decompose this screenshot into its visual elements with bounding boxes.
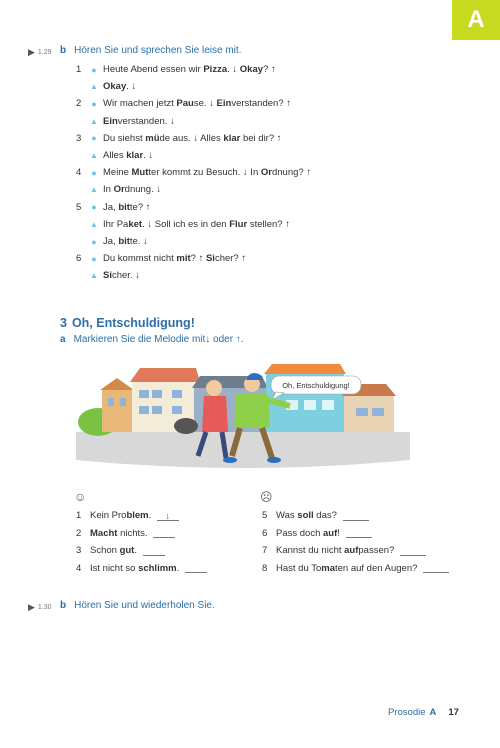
cap	[246, 373, 262, 380]
exercise-a-heading	[60, 334, 244, 345]
roof	[130, 368, 200, 382]
page-number: 17	[448, 707, 459, 718]
down-arrow-icon: ↓	[209, 98, 214, 110]
answer-blank[interactable]: ↓	[157, 511, 179, 521]
exercise-letter: b	[60, 600, 67, 611]
up-arrow-icon: ↑	[270, 64, 276, 75]
text-segment: In	[103, 184, 114, 196]
speaker-b-icon: ▲	[90, 151, 98, 160]
down-arrow-icon: ↓	[143, 236, 148, 247]
dialogue-line	[76, 219, 290, 230]
text-segment: Alles	[103, 150, 127, 161]
phrase-item	[76, 563, 207, 574]
item-number: 5	[76, 201, 82, 213]
up-arrow-icon: ↑	[198, 253, 204, 265]
house-right	[344, 396, 394, 432]
section-number: 3	[60, 316, 67, 330]
dialogue-line	[76, 150, 153, 161]
woman-head	[206, 380, 222, 396]
text-segment: Ist nicht so	[90, 562, 139, 574]
text-segment: Was	[276, 510, 298, 521]
happy-face-icon: ☺	[74, 490, 87, 504]
text-segment: nichts.	[117, 527, 151, 539]
text-segment: Kein Pro	[90, 510, 127, 521]
instruction-post: .	[240, 334, 244, 345]
track-number: 1.30	[37, 604, 52, 611]
text-segment: verstanden.	[117, 115, 171, 127]
stressed-syllable: bit	[118, 201, 130, 213]
stressed-syllable: blem	[126, 510, 149, 521]
speaker-a-icon: ●	[91, 236, 97, 247]
phrase-item	[76, 545, 165, 556]
stressed-syllable: Or	[113, 184, 125, 196]
item-number: 6	[262, 527, 268, 539]
dialogue-line	[76, 167, 311, 178]
footer-label: Prosodie	[388, 707, 426, 718]
exercise-instruction: Hören Sie und sprechen Sie leise mit.	[74, 45, 242, 56]
down-arrow-icon: ↓	[148, 150, 154, 161]
item-number: 4	[76, 167, 82, 179]
text-segment: te.	[129, 236, 144, 247]
up-arrow-icon: ↑	[235, 334, 241, 345]
down-arrow-icon: ↓	[135, 270, 140, 282]
text-segment: !	[337, 527, 343, 539]
track-number: 1.29	[37, 49, 52, 56]
text-segment: Heute Abend essen wir	[103, 64, 204, 75]
stressed-syllable: gut	[119, 545, 135, 556]
text-segment: ?	[263, 64, 271, 75]
speaker-a-icon: ●	[91, 253, 97, 264]
speech-bubble-text: Oh, Entschuldigung!	[282, 381, 350, 390]
stressed-syllable: mü	[145, 132, 160, 144]
section-heading: Oh, Entschuldigung!	[71, 316, 195, 330]
stressed-syllable: ket	[128, 218, 143, 230]
stressed-syllable: mit	[176, 253, 191, 265]
text-segment: Wir machen jetzt	[103, 98, 177, 110]
text-segment: Hast du To	[276, 562, 322, 574]
answer-blank[interactable]	[153, 528, 175, 538]
dialogue-line	[76, 98, 291, 109]
answer-blank[interactable]	[143, 546, 165, 556]
speaker-a-icon: ●	[91, 202, 97, 213]
dialogue-line	[76, 81, 136, 92]
text-segment: dnung?	[271, 167, 307, 179]
dialogue-line	[76, 133, 282, 144]
stressed-syllable: bit	[118, 236, 130, 247]
item-number: 3	[76, 132, 82, 144]
text-segment: stellen?	[247, 218, 286, 230]
speaker-a-icon: ●	[91, 98, 97, 109]
text-segment: .	[148, 510, 154, 521]
phrase-item	[76, 528, 175, 539]
answer-blank[interactable]	[400, 546, 426, 556]
text-segment: Meine	[103, 167, 132, 179]
dialogue-line	[76, 270, 140, 281]
dialogue-line	[76, 184, 161, 195]
text-segment: .	[176, 562, 182, 574]
down-arrow-icon: ↓	[232, 64, 238, 75]
roof	[100, 378, 134, 390]
text-segment: verstanden?	[231, 98, 287, 110]
stressed-syllable: Flur	[229, 218, 248, 230]
speaker-a-icon: ●	[91, 167, 97, 178]
stressed-syllable: kay	[110, 81, 127, 93]
man-body	[234, 394, 270, 428]
stressed-syllable: klar	[126, 150, 144, 161]
exercise-3b-heading	[60, 600, 215, 611]
down-arrow-icon: ↓	[131, 81, 137, 93]
stressed-syllable: Pau	[176, 98, 194, 110]
section-title	[60, 316, 195, 330]
text-segment: Ja,	[103, 236, 119, 247]
stressed-syllable: Si	[103, 270, 112, 282]
text-segment: bei dir?	[240, 132, 277, 144]
text-segment: cher?	[214, 253, 242, 265]
house-left	[102, 390, 132, 432]
text-segment: Ja,	[103, 201, 119, 213]
stressed-syllable: Pizza	[203, 64, 228, 75]
speaker-b-icon: ▲	[90, 219, 98, 229]
answer-blank[interactable]	[185, 563, 207, 573]
stressed-syllable: Or	[260, 167, 272, 179]
item-number: 1	[76, 510, 82, 521]
stressed-syllable: kay	[247, 64, 264, 75]
stressed-syllable: auf	[323, 527, 338, 539]
text-segment: Du kommst nicht	[103, 253, 177, 265]
exercise-b-heading	[60, 45, 241, 56]
item-number: 7	[262, 545, 268, 556]
text-segment: In	[247, 167, 261, 179]
speaker-a-icon: ●	[91, 133, 97, 144]
text-segment: dnung.	[124, 184, 157, 196]
down-arrow-icon: ↓	[147, 218, 153, 230]
sad-face-icon: ☹	[260, 490, 273, 504]
down-arrow-icon: ↓	[242, 167, 248, 179]
stressed-syllable: O	[239, 64, 248, 75]
text-segment: Pass doch	[276, 527, 323, 539]
page-footer	[388, 707, 459, 718]
item-number: 1	[76, 64, 82, 75]
play-icon: ▶	[28, 602, 35, 612]
down-arrow-icon: ↓	[156, 184, 162, 196]
stressed-syllable: O	[103, 81, 111, 93]
play-icon: ▶	[28, 47, 35, 57]
up-arrow-icon: ↑	[286, 98, 291, 110]
up-arrow-icon: ↑	[285, 218, 290, 230]
text-segment: .	[134, 545, 140, 556]
text-segment: Alles	[198, 132, 224, 144]
item-number: 6	[76, 253, 82, 265]
dialogue-line	[76, 253, 246, 264]
up-arrow-icon: ↑	[145, 201, 151, 213]
text-segment: das?	[313, 510, 340, 521]
text-segment: .	[227, 64, 233, 75]
text-segment: ter kommt zu Besuch.	[148, 167, 243, 179]
chapter-letter: A	[467, 6, 485, 33]
item-number: 4	[76, 562, 82, 574]
up-arrow-icon: ↑	[276, 132, 282, 144]
stressed-syllable: Ein	[103, 115, 118, 127]
text-segment: .	[143, 150, 149, 161]
speaker-b-icon: ▲	[90, 185, 98, 195]
stressed-syllable: auf	[344, 545, 359, 556]
item-number: 8	[262, 562, 268, 574]
up-arrow-icon: ↑	[241, 253, 247, 265]
stressed-syllable: Macht	[90, 527, 118, 539]
text-segment: .	[142, 218, 148, 230]
stressed-syllable: Si	[205, 253, 215, 265]
footer-letter: A	[429, 707, 437, 718]
stressed-syllable: klar	[223, 132, 241, 144]
text-segment: de aus.	[159, 132, 194, 144]
dialogue-line	[76, 236, 148, 247]
text-segment: passen?	[358, 545, 397, 556]
woman-body	[202, 396, 228, 432]
handbag	[174, 418, 198, 434]
down-arrow-icon: ↓	[170, 115, 175, 127]
street-illustration	[76, 360, 410, 476]
answer-blank[interactable]	[343, 511, 369, 521]
down-arrow-icon: ↓	[193, 132, 199, 144]
dialogue-line	[76, 64, 276, 75]
speaker-b-icon: ▲	[90, 82, 98, 92]
phrase-item	[262, 563, 449, 574]
dialogue-line	[76, 202, 151, 213]
speaker-a-icon: ●	[91, 64, 97, 75]
item-number: 2	[76, 98, 82, 110]
text-segment: cher.	[111, 270, 136, 282]
text-segment: Ihr Pa	[103, 218, 129, 230]
stressed-syllable: Ein	[216, 98, 232, 110]
audio-track-1-29[interactable]	[28, 47, 52, 58]
stressed-syllable: soll	[297, 510, 314, 521]
instruction-pre: Markieren Sie die Melodie mit	[73, 334, 206, 345]
stressed-syllable: schlimm	[138, 562, 177, 574]
down-arrow-icon: ↓	[205, 334, 211, 345]
text-segment: Du siehst	[103, 132, 146, 144]
item-number: 3	[76, 545, 82, 556]
chapter-tab	[452, 0, 500, 40]
phrase-item	[76, 510, 179, 521]
text-segment: ten auf den Augen?	[334, 562, 421, 574]
text-segment: .	[126, 81, 132, 93]
text-segment: se.	[193, 98, 210, 110]
answer-blank[interactable]	[423, 563, 449, 573]
text-segment: Soll ich es in den	[152, 218, 230, 230]
audio-track-1-30[interactable]	[28, 602, 52, 613]
dialogue-line	[76, 116, 175, 127]
instruction-mid: oder	[210, 334, 236, 345]
text-segment: te?	[129, 201, 146, 213]
stressed-syllable: Mut	[131, 167, 149, 179]
roof	[264, 364, 346, 374]
street	[76, 432, 410, 468]
phrase-item	[262, 510, 369, 521]
exercise-letter: b	[60, 45, 67, 56]
answer-blank[interactable]	[346, 528, 372, 538]
exercise-instruction: Hören Sie und wiederholen Sie.	[74, 600, 215, 611]
phrase-item	[262, 545, 426, 556]
exercise-letter: a	[60, 334, 66, 345]
up-arrow-icon: ↑	[306, 167, 312, 179]
text-segment: ?	[190, 253, 199, 265]
phrase-item	[262, 528, 372, 539]
stressed-syllable: ma	[321, 562, 335, 574]
text-segment: Schon	[90, 545, 120, 556]
text-segment: Kannst du nicht	[276, 545, 345, 556]
speaker-b-icon: ▲	[90, 116, 98, 126]
item-number: 5	[262, 510, 268, 521]
speaker-b-icon: ▲	[90, 271, 98, 281]
item-number: 2	[76, 527, 82, 539]
